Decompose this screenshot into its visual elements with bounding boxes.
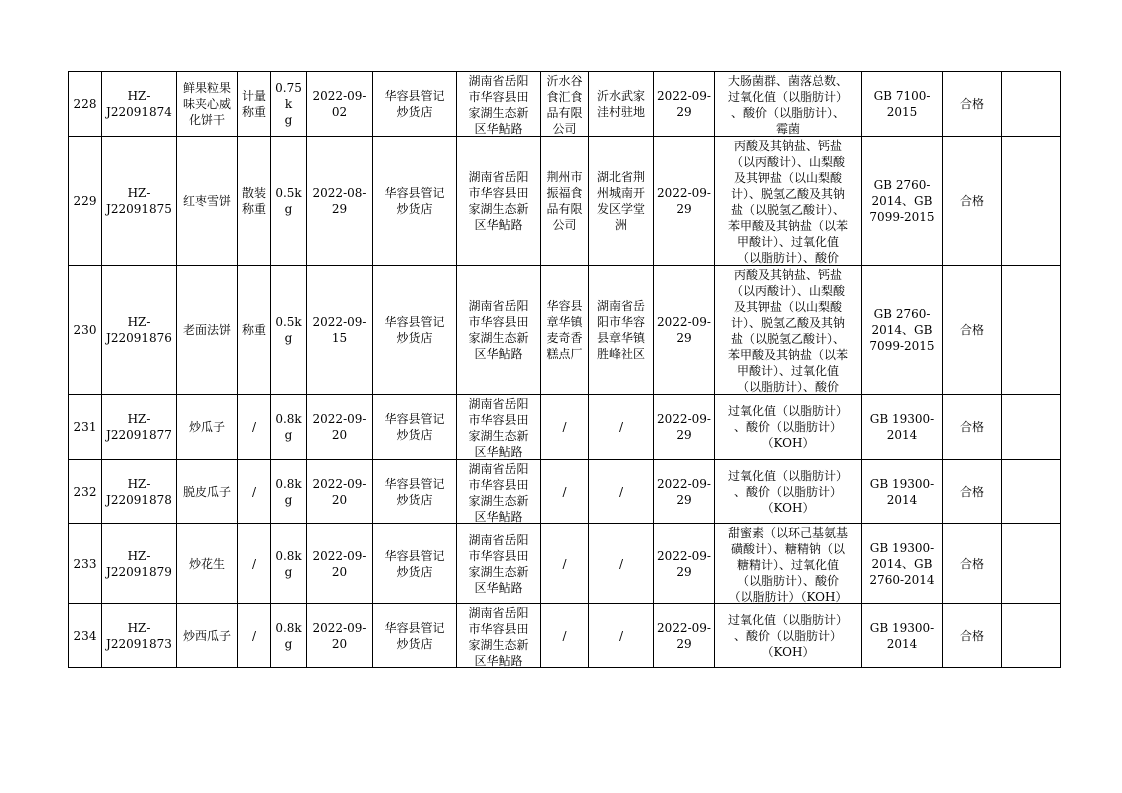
test-items-cell xyxy=(715,266,862,395)
standard-text: GB 19300- 2014、GB 2760-2014 xyxy=(869,540,935,587)
note-cell xyxy=(1002,266,1061,395)
store-address-text: 湖南省岳阳 市华容县田 家湖生态新 区华鲇路 xyxy=(468,396,529,459)
store-address-text: 湖南省岳阳 市华容县田 家湖生态新 区华鲇路 xyxy=(468,299,529,361)
result-cell xyxy=(943,604,1002,668)
store-text: 华容县管记 炒货店 xyxy=(384,548,445,579)
test-items-cell xyxy=(715,460,862,524)
store-address-cell xyxy=(457,266,541,395)
sample-code-cell xyxy=(102,266,177,395)
test-items-cell xyxy=(715,72,862,137)
production-date-text: 2022-09- 20 xyxy=(312,412,367,442)
product-name-text: 炒西瓜子 xyxy=(182,628,231,643)
weight-text: 0.8kg xyxy=(275,412,302,442)
manufacturer-address-cell xyxy=(589,266,654,395)
test-date-text: 2022-09- 29 xyxy=(657,412,711,442)
test-date-text: 2022-09- 29 xyxy=(657,476,711,507)
product-name-cell xyxy=(177,72,238,137)
production-date-cell xyxy=(307,266,373,395)
standard-cell xyxy=(862,137,943,266)
sample-code-cell xyxy=(102,72,177,137)
table-row xyxy=(69,604,1061,668)
note-cell xyxy=(1002,460,1061,524)
spec-text: / xyxy=(251,628,257,643)
test-date-text: 2022-09- 29 xyxy=(657,186,711,216)
result-text: 合格 xyxy=(959,97,984,111)
standard-text: GB 19300- 2014 xyxy=(869,620,935,651)
test-items-cell xyxy=(715,137,862,266)
production-date-cell xyxy=(307,524,373,604)
store-address-cell xyxy=(457,460,541,524)
row-number-cell xyxy=(69,72,102,137)
manufacturer-cell xyxy=(541,460,589,524)
manufacturer-cell xyxy=(541,524,589,604)
manufacturer-text: 荆州市 振福食 品有限 公司 xyxy=(546,170,583,232)
test-date-cell xyxy=(654,395,715,460)
store-address-cell xyxy=(457,524,541,604)
table-body xyxy=(69,72,1061,668)
product-name-cell xyxy=(177,395,238,460)
table-row xyxy=(69,460,1061,524)
sample-code-cell xyxy=(102,460,177,524)
product-name-cell xyxy=(177,524,238,604)
standard-text: GB 2760- 2014、GB 7099-2015 xyxy=(869,307,935,353)
test-date-cell xyxy=(654,524,715,604)
row-number-cell xyxy=(69,137,102,266)
store-text: 华容县管记 炒货店 xyxy=(384,89,445,119)
row-number-text: 234 xyxy=(73,628,97,643)
production-date-text: 2022-09- 20 xyxy=(312,548,367,579)
store-address-text: 湖南省岳阳 市华容县田 家湖生态新 区华鲇路 xyxy=(468,73,529,136)
manufacturer-address-cell xyxy=(589,395,654,460)
sample-code-text: HZ- J22091879 xyxy=(106,548,172,579)
result-text: 合格 xyxy=(959,420,984,434)
row-number-text: 233 xyxy=(73,556,97,571)
weight-text: 0.75k g xyxy=(275,81,302,127)
weight-cell xyxy=(271,524,307,604)
result-text: 合格 xyxy=(959,194,984,208)
store-cell xyxy=(373,395,457,460)
table-row xyxy=(69,266,1061,395)
standard-cell xyxy=(862,72,943,137)
manufacturer-text: / xyxy=(562,420,567,434)
store-address-text: 湖南省岳阳 市华容县田 家湖生态新 区华鲇路 xyxy=(468,532,529,595)
spec-text: 散装 称重 xyxy=(241,186,266,216)
store-cell xyxy=(373,460,457,524)
row-number-text: 230 xyxy=(73,323,97,337)
manufacturer-address-text: / xyxy=(618,484,624,499)
table-row xyxy=(69,395,1061,460)
test-date-cell xyxy=(654,72,715,137)
weight-text: 0.8kg xyxy=(275,476,302,507)
test-date-text: 2022-09- 29 xyxy=(657,620,711,651)
test-date-cell xyxy=(654,137,715,266)
standard-cell xyxy=(862,266,943,395)
note-cell xyxy=(1002,604,1061,668)
manufacturer-cell xyxy=(541,137,589,266)
manufacturer-address-cell xyxy=(589,524,654,604)
weight-text: 0.8kg xyxy=(275,620,302,651)
store-address-text: 湖南省岳阳 市华容县田 家湖生态新 区华鲇路 xyxy=(468,605,529,667)
spec-text: / xyxy=(251,484,257,499)
production-date-cell xyxy=(307,72,373,137)
result-cell xyxy=(943,460,1002,524)
spec-cell xyxy=(238,524,271,604)
weight-cell xyxy=(271,604,307,668)
manufacturer-text: / xyxy=(562,628,567,643)
store-address-cell xyxy=(457,72,541,137)
product-name-cell xyxy=(177,460,238,524)
store-cell xyxy=(373,72,457,137)
sample-code-text: HZ- J22091874 xyxy=(106,89,172,119)
sample-code-cell xyxy=(102,137,177,266)
result-text: 合格 xyxy=(959,628,984,643)
product-name-text: 炒瓜子 xyxy=(188,420,225,434)
production-date-text: 2022-09- 15 xyxy=(312,315,367,345)
manufacturer-text: 沂水谷 食汇食 品有限 公司 xyxy=(546,73,583,136)
manufacturer-address-text: / xyxy=(618,420,624,434)
result-text: 合格 xyxy=(959,556,984,571)
store-text: 华容县管记 炒货店 xyxy=(384,620,445,651)
test-date-cell xyxy=(654,266,715,395)
standard-text: GB 2760- 2014、GB 7099-2015 xyxy=(869,178,935,224)
spec-cell xyxy=(238,604,271,668)
store-text: 华容县管记 炒货店 xyxy=(384,315,445,345)
test-items-text: 丙酸及其钠盐、钙盐 （以丙酸计）、山梨酸 及其钾盐（以山梨酸 计）、脱氢乙酸及其钠 盐（以脱氢乙酸计）、 苯甲酸及其钠盐（以苯 甲酸计）、过氧化值 （以脂肪计）、酸价 xyxy=(727,267,848,394)
product-name-text: 红枣雪饼 xyxy=(182,194,231,208)
standard-cell xyxy=(862,604,943,668)
manufacturer-address-text: / xyxy=(618,628,624,643)
spec-cell xyxy=(238,137,271,266)
note-cell xyxy=(1002,137,1061,266)
row-number-cell xyxy=(69,460,102,524)
test-items-text: 甜蜜素（以环己基氨基 磺酸计）、糖精钠（以 糖精计）、过氧化值 （以脂肪计）、酸价 （以脂肪计）（KOH） xyxy=(727,525,848,603)
product-name-text: 鲜果粒果 味夹心威 化饼干 xyxy=(182,81,231,127)
production-date-text: 2022-09- 02 xyxy=(312,89,367,119)
production-date-cell xyxy=(307,395,373,460)
store-text: 华容县管记 炒货店 xyxy=(384,186,445,216)
sample-code-cell xyxy=(102,395,177,460)
test-items-text: 丙酸及其钠盐、钙盐 （以丙酸计）、山梨酸 及其钾盐（以山梨酸 计）、脱氢乙酸及其钠 盐（以脱氢乙酸计）、 苯甲酸及其钠盐（以苯 甲酸计）、过氧化值 （以脂肪计）、酸价 xyxy=(727,138,848,265)
spec-text: / xyxy=(251,556,257,571)
store-address-cell xyxy=(457,137,541,266)
result-cell xyxy=(943,395,1002,460)
production-date-text: 2022-09- 20 xyxy=(312,620,367,651)
store-text: 华容县管记 炒货店 xyxy=(384,476,445,507)
sample-code-text: HZ- J22091877 xyxy=(106,412,172,442)
manufacturer-address-text: / xyxy=(618,556,624,571)
sample-code-text: HZ- J22091875 xyxy=(106,186,172,216)
table-row xyxy=(69,72,1061,137)
weight-text: 0.5kg xyxy=(275,186,302,216)
result-cell xyxy=(943,72,1002,137)
store-address-text: 湖南省岳阳 市华容县田 家湖生态新 区华鲇路 xyxy=(468,170,529,232)
row-number-cell xyxy=(69,395,102,460)
manufacturer-address-cell xyxy=(589,460,654,524)
row-number-cell xyxy=(69,604,102,668)
weight-cell xyxy=(271,460,307,524)
product-name-cell xyxy=(177,604,238,668)
test-date-text: 2022-09- 29 xyxy=(657,89,711,119)
production-date-text: 2022-08- 29 xyxy=(312,186,367,216)
test-date-cell xyxy=(654,604,715,668)
production-date-cell xyxy=(307,137,373,266)
product-name-text: 脱皮瓜子 xyxy=(182,484,231,499)
note-cell xyxy=(1002,524,1061,604)
note-cell xyxy=(1002,72,1061,137)
weight-text: 0.8kg xyxy=(275,548,302,579)
weight-cell xyxy=(271,137,307,266)
weight-cell xyxy=(271,266,307,395)
manufacturer-address-cell xyxy=(589,137,654,266)
weight-cell xyxy=(271,72,307,137)
product-name-text: 炒花生 xyxy=(188,556,225,571)
result-cell xyxy=(943,137,1002,266)
test-items-cell xyxy=(715,604,862,668)
sample-code-text: HZ- J22091876 xyxy=(106,315,172,345)
store-cell xyxy=(373,266,457,395)
spec-text: / xyxy=(251,420,257,434)
standard-text: GB 19300- 2014 xyxy=(869,412,935,442)
product-name-text: 老面法饼 xyxy=(182,323,231,337)
store-cell xyxy=(373,524,457,604)
test-items-cell xyxy=(715,395,862,460)
table-row xyxy=(69,524,1061,604)
weight-cell xyxy=(271,395,307,460)
spec-text: 计量 称重 xyxy=(241,89,266,119)
manufacturer-cell xyxy=(541,72,589,137)
store-text: 华容县管记 炒货店 xyxy=(384,412,445,442)
result-cell xyxy=(943,266,1002,395)
standard-cell xyxy=(862,460,943,524)
row-number-cell xyxy=(69,524,102,604)
test-date-cell xyxy=(654,460,715,524)
table-row xyxy=(69,137,1061,266)
test-items-cell xyxy=(715,524,862,604)
manufacturer-cell xyxy=(541,604,589,668)
row-number-text: 229 xyxy=(73,194,97,208)
manufacturer-text: / xyxy=(562,484,567,499)
product-name-cell xyxy=(177,137,238,266)
test-items-text: 过氧化值（以脂肪计） 、酸价（以脂肪计） （KOH） xyxy=(727,612,848,659)
spec-cell xyxy=(238,72,271,137)
manufacturer-address-cell xyxy=(589,604,654,668)
sample-code-text: HZ- J22091878 xyxy=(106,476,172,507)
manufacturer-cell xyxy=(541,266,589,395)
sample-code-cell xyxy=(102,524,177,604)
standard-cell xyxy=(862,524,943,604)
test-date-text: 2022-09- 29 xyxy=(657,315,711,345)
spec-cell xyxy=(238,395,271,460)
store-address-text: 湖南省岳阳 市华容县田 家湖生态新 区华鲇路 xyxy=(468,461,529,523)
production-date-cell xyxy=(307,460,373,524)
manufacturer-address-text: 湖北省荆 州城南开 发区学堂 洲 xyxy=(596,170,645,232)
test-items-text: 过氧化值（以脂肪计） 、酸价（以脂肪计） （KOH） xyxy=(727,404,848,450)
manufacturer-address-text: 湖南省岳 阳市华容 县章华镇 胜峰社区 xyxy=(596,299,645,361)
spec-cell xyxy=(238,266,271,395)
test-items-text: 过氧化值（以脂肪计） 、酸价（以脂肪计） （KOH） xyxy=(727,468,848,515)
sample-code-cell xyxy=(102,604,177,668)
manufacturer-text: / xyxy=(562,556,567,571)
spec-cell xyxy=(238,460,271,524)
store-address-cell xyxy=(457,604,541,668)
row-number-text: 231 xyxy=(73,420,97,434)
row-number-text: 232 xyxy=(73,484,97,499)
row-number-text: 228 xyxy=(73,97,97,111)
sample-code-text: HZ- J22091873 xyxy=(106,620,172,651)
product-name-cell xyxy=(177,266,238,395)
standard-text: GB 19300- 2014 xyxy=(869,476,935,507)
weight-text: 0.5kg xyxy=(275,315,302,345)
spec-text: 称重 xyxy=(241,323,266,337)
result-text: 合格 xyxy=(959,484,984,499)
test-date-text: 2022-09- 29 xyxy=(657,548,711,579)
standard-text: GB 7100- 2015 xyxy=(873,89,931,119)
store-cell xyxy=(373,604,457,668)
test-items-text: 大肠菌群、菌落总数、 过氧化值（以脂肪计） 、酸价（以脂肪计）、 霉菌 xyxy=(727,73,848,136)
manufacturer-text: 华容县 章华镇 麦奇香 糕点厂 xyxy=(546,299,583,361)
production-date-text: 2022-09- 20 xyxy=(312,476,367,507)
manufacturer-address-cell xyxy=(589,72,654,137)
note-cell xyxy=(1002,395,1061,460)
production-date-cell xyxy=(307,604,373,668)
manufacturer-cell xyxy=(541,395,589,460)
row-number-cell xyxy=(69,266,102,395)
inspection-table xyxy=(68,71,1061,668)
standard-cell xyxy=(862,395,943,460)
store-address-cell xyxy=(457,395,541,460)
result-text: 合格 xyxy=(959,323,984,337)
store-cell xyxy=(373,137,457,266)
result-cell xyxy=(943,524,1002,604)
manufacturer-address-text: 沂水武家 洼村驻地 xyxy=(596,89,645,119)
